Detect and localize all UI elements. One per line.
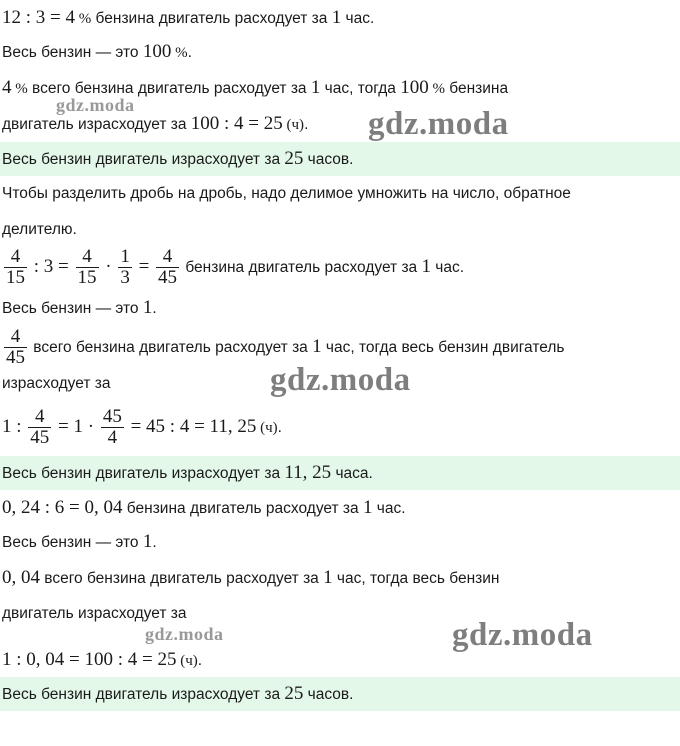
solution-line: двигатель израсходует за: [2, 605, 187, 622]
fraction: $\frac{4}{45}$: [30, 406, 50, 449]
answer-highlight: [0, 677, 680, 711]
fraction-equation: 1 : $\frac{4}{45}$ = 1 · $\frac{45}{4}$ = 45 : 4 = 11, 25 (ч).: [2, 406, 282, 449]
watermark: gdz.moda: [452, 617, 593, 653]
answer-text: Весь бензин двигатель израсходует за 11, 25 часа.: [2, 462, 373, 483]
solution-line: двигатель израсходует за 100 : 4 = 25 (ч).: [2, 113, 309, 134]
solution-line: Весь бензин — это 1.: [2, 531, 157, 552]
watermark: gdz.moda: [145, 624, 224, 644]
answer-text: Весь бензин двигатель израсходует за 25 часов.: [2, 683, 354, 704]
watermark: gdz.moda: [56, 95, 135, 115]
rule-text: делителю.: [2, 221, 77, 238]
fraction: $\frac{4}{15}$: [6, 246, 25, 289]
rule-text: Чтобы разделить дробь на дробь, надо делимое умножить на число, обратное: [2, 185, 571, 202]
fraction: $\frac{1}{3}$: [120, 246, 130, 289]
answer-highlight: [0, 456, 680, 490]
solution-line: 4 % всего бензина двигатель расходует за 1 час, тогда 100 % бензина: [2, 77, 509, 98]
watermark: gdz.moda: [368, 106, 509, 142]
fraction: $\frac{45}{4}$: [102, 406, 122, 449]
fraction: $\frac{4}{45}$: [158, 246, 178, 289]
solution-line: 0, 24 : 6 = 0, 04 бензина двигатель расходует за 1 час.: [2, 497, 406, 518]
fraction-equation: $\frac{4}{15}$ : 3 = $\frac{4}{15}$ · $\frac{1}{3}$ = $\frac{4}{45}$ бензина двигатель расходует за 1 час.: [6, 246, 465, 289]
solution-line: $\frac{4}{45}$ всего бензина двигатель расходует за 1 час, тогда весь бензин двигатель: [6, 326, 565, 369]
solution-line: 12 : 3 = 4 % бензина двигатель расходует за 1 час.: [2, 7, 375, 28]
solution-line: Весь бензин — это 1.: [2, 297, 157, 318]
solution-line: 1 : 0, 04 = 100 : 4 = 25 (ч).: [2, 649, 203, 670]
solution-line: израсходует за: [2, 375, 111, 392]
fraction: $\frac{4}{45}$: [6, 326, 25, 369]
answer-highlight: [0, 142, 680, 176]
solution-line: Весь бензин — это 100 %.: [2, 41, 192, 62]
watermark: gdz.moda: [270, 362, 411, 398]
solution-line: 0, 04 всего бензина двигатель расходует за 1 час, тогда весь бензин: [2, 567, 500, 588]
answer-text: Весь бензин двигатель израсходует за 25 часов.: [2, 148, 354, 169]
fraction: $\frac{4}{15}$: [77, 246, 97, 289]
